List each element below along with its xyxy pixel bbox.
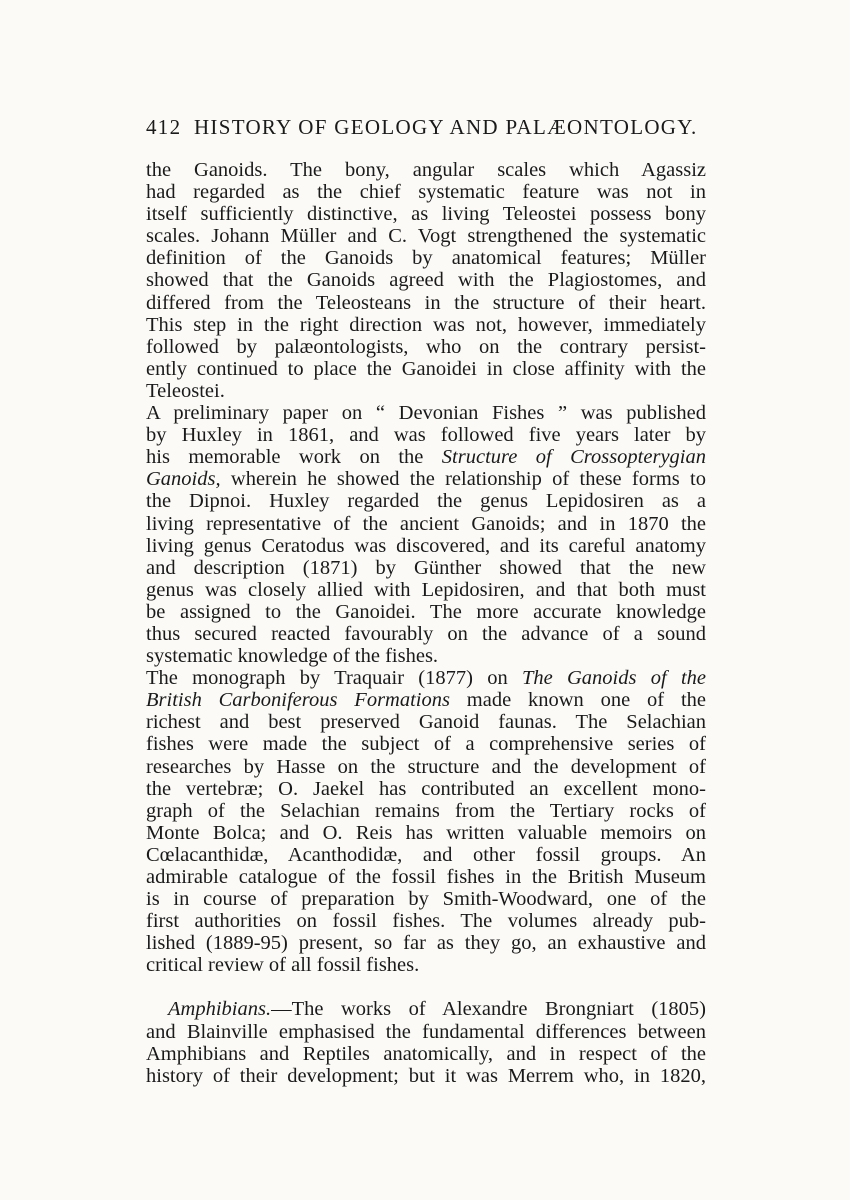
text-line: lished (1889-95) present, so far as they go, an exhaustive and [146,932,706,955]
text-run: his memorable work on the [146,446,442,469]
paragraph-1 [146,159,706,402]
text-line: researches by Hasse on the structure and the development of [146,755,706,778]
text-line: critical review of all fossil fishes. [146,954,420,977]
text-run: The monograph by Traquair (1877) on [146,667,522,690]
body-text [146,159,706,1087]
text-line: followed by palæontologists, who on the contrary persist- [146,335,706,358]
text-line: systematic knowledge of the fishes. [146,645,439,668]
text-line: showed that the Ganoids agreed with the Plagiostomes, and [146,269,706,292]
text-run: made known one of the [449,689,706,712]
section-heading-amphibians: Amphibians. [168,998,272,1021]
text-line: fishes were made the subject of a comprehensive series of [146,733,706,756]
italic-title: Ganoids, [146,468,221,491]
text-run: —The works of Alexandre Brongniart (1805) [271,998,706,1021]
text-line: graph of the Selachian remains from the Tertiary rocks of [146,799,706,822]
text-line: by Huxley in 1861, and was followed five years later by [146,424,706,447]
text-line: ently continued to place the Ganoidei in close affinity with the [146,357,706,380]
text-line: admirable catalogue of the fossil fishes in the British Museum [146,866,706,888]
text-line: the Ganoids. The bony, angular scales which Agassiz [146,159,706,181]
text-line: itself sufficiently distinctive, as living Teleostei possess bony [146,203,706,226]
paragraph-3 [146,667,706,976]
text-line: genus was closely allied with Lepidosiren, and that both must [146,578,706,601]
text-line: Amphibians and Reptiles anatomically, and in respect of the [146,1042,706,1065]
text-line: definition of the Ganoids by anatomical features; Müller [146,247,706,270]
text-line: and Blainville emphasised the fundamental differences between [146,1020,706,1043]
italic-title: The Ganoids of the [521,667,707,690]
text-line: A preliminary paper on “ Devonian Fishes ” was published [146,402,706,425]
text-line: the vertebræ; O. Jaekel has contributed an excellent mono- [146,777,706,800]
text-line: first authorities on fossil fishes. The volumes already pub- [146,910,706,933]
text-line: scales. Johann Müller and C. Vogt strengthened the systematic [146,225,706,248]
section-gap [146,976,706,998]
running-head [146,115,698,140]
text-line: is in course of preparation by Smith-Woodward, one of the [146,888,706,911]
page-number: 412 [146,115,182,139]
paragraph-2 [146,402,706,667]
text-line [146,689,706,711]
text-line [146,446,706,468]
text-line: thus secured reacted favourably on the advance of a sound [146,622,706,645]
running-title: HISTORY OF GEOLOGY AND PALÆONTOLOGY. [193,115,698,139]
text-run: wherein he showed the relationship of these forms to [220,468,706,491]
text-line: Monte Bolca; and O. Reis has written valuable memoirs on [146,821,706,844]
text-line: had regarded as the chief systematic feature was not in [146,181,706,204]
text-line: living representative of the ancient Ganoids; and in 1870 the [146,512,706,535]
italic-title: British Carboniferous Formations [146,689,450,712]
text-line: be assigned to the Ganoidei. The more accurate knowledge [146,600,706,623]
text-line: Cœlacanthidæ, Acanthodidæ, and other fossil groups. An [146,843,706,866]
paragraph-amphibians [146,998,706,1086]
text-line: the Dipnoi. Huxley regarded the genus Lepidosiren as a [146,490,706,513]
text-line: differed from the Teleosteans in the structure of their heart. [146,291,706,314]
text-line: Teleostei. [146,379,225,402]
text-line [146,667,706,689]
text-line: history of their development; but it was Merrem who, in 1820, [146,1064,706,1087]
text-line [146,468,706,490]
text-line: richest and best preserved Ganoid faunas. The Selachian [146,711,706,734]
text-line: living genus Ceratodus was discovered, and its careful anatomy [146,534,706,557]
text-line: and description (1871) by Günther showed that the new [146,556,706,579]
italic-title: Structure of Crossopterygian [441,446,706,469]
text-line: This step in the right direction was not, however, immediately [146,313,706,336]
text-line [146,998,706,1020]
